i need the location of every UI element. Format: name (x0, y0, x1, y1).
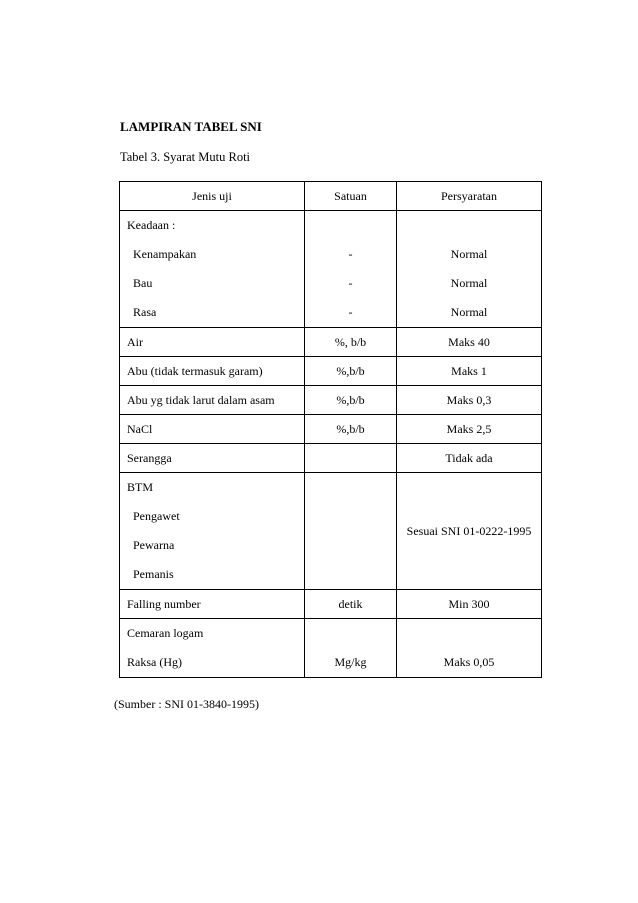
test-requirement: Maks 0,3 (397, 386, 542, 415)
keadaan-label: Keadaan : (127, 218, 176, 232)
table-row (120, 415, 542, 444)
table-row (120, 328, 542, 357)
test-requirement: Maks 2,5 (397, 415, 542, 444)
test-requirement: Maks 1 (397, 357, 542, 386)
test-name: Falling number (120, 590, 305, 619)
test-requirement: Min 300 (397, 590, 542, 619)
keadaan-item-req: Normal (450, 305, 488, 319)
keadaan-item-name: Kenampakan (133, 247, 197, 261)
test-unit: %, b/b (305, 328, 397, 357)
table-row-btm (120, 473, 542, 590)
cemaran-req-cell (397, 619, 542, 678)
table-row-keadaan (120, 211, 542, 328)
test-name: Serangga (120, 444, 305, 473)
keadaan-item-unit: - (348, 247, 353, 261)
header-satuan: Satuan (305, 182, 397, 211)
table-row (120, 386, 542, 415)
keadaan-names-cell (120, 211, 305, 328)
keadaan-item-name: Rasa (133, 305, 157, 319)
table-row (120, 444, 542, 473)
cemaran-units-cell (305, 619, 397, 678)
header-persyaratan: Persyaratan (397, 182, 542, 211)
table-caption: Tabel 3. Syarat Mutu Roti (120, 150, 251, 164)
keadaan-units-cell (305, 211, 397, 328)
page-heading: LAMPIRAN TABEL SNI (120, 119, 262, 134)
cemaran-item-unit: Mg/kg (334, 655, 367, 669)
test-requirement: Maks 40 (397, 328, 542, 357)
btm-item-name: Pewarna (133, 538, 175, 552)
test-name: Abu yg tidak larut dalam asam (120, 386, 305, 415)
cemaran-label: Cemaran logam (127, 626, 204, 640)
keadaan-req-cell (397, 211, 542, 328)
btm-unit (305, 473, 397, 590)
test-unit: %,b/b (305, 386, 397, 415)
table-row-falling-number (120, 590, 542, 619)
test-name: NaCl (120, 415, 305, 444)
test-unit (305, 444, 397, 473)
btm-names-cell (120, 473, 305, 590)
test-name: Abu (tidak termasuk garam) (120, 357, 305, 386)
keadaan-item-unit: - (348, 276, 353, 290)
test-name: Air (120, 328, 305, 357)
source-note: (Sumber : SNI 01-3840-1995) (114, 697, 259, 711)
keadaan-item-unit: - (348, 305, 353, 319)
header-jenis-uji: Jenis uji (120, 182, 305, 211)
cemaran-item-req: Maks 0,05 (443, 655, 495, 669)
btm-requirement: Sesuai SNI 01-0222-1995 (397, 473, 542, 590)
table-header-row (120, 182, 542, 211)
btm-label: BTM (127, 480, 154, 494)
test-unit: %,b/b (305, 357, 397, 386)
table-row-cemaran (120, 619, 542, 678)
cemaran-item-name: Raksa (Hg) (127, 655, 182, 669)
cemaran-names-cell (120, 619, 305, 678)
test-unit: detik (305, 590, 397, 619)
btm-item-name: Pemanis (133, 567, 174, 581)
table-row (120, 357, 542, 386)
keadaan-item-req: Normal (450, 276, 488, 290)
btm-item-name: Pengawet (133, 509, 180, 523)
test-unit: %,b/b (305, 415, 397, 444)
quality-requirements-table (119, 181, 542, 678)
keadaan-item-req: Normal (450, 247, 488, 261)
keadaan-item-name: Bau (133, 276, 153, 290)
test-requirement: Tidak ada (397, 444, 542, 473)
